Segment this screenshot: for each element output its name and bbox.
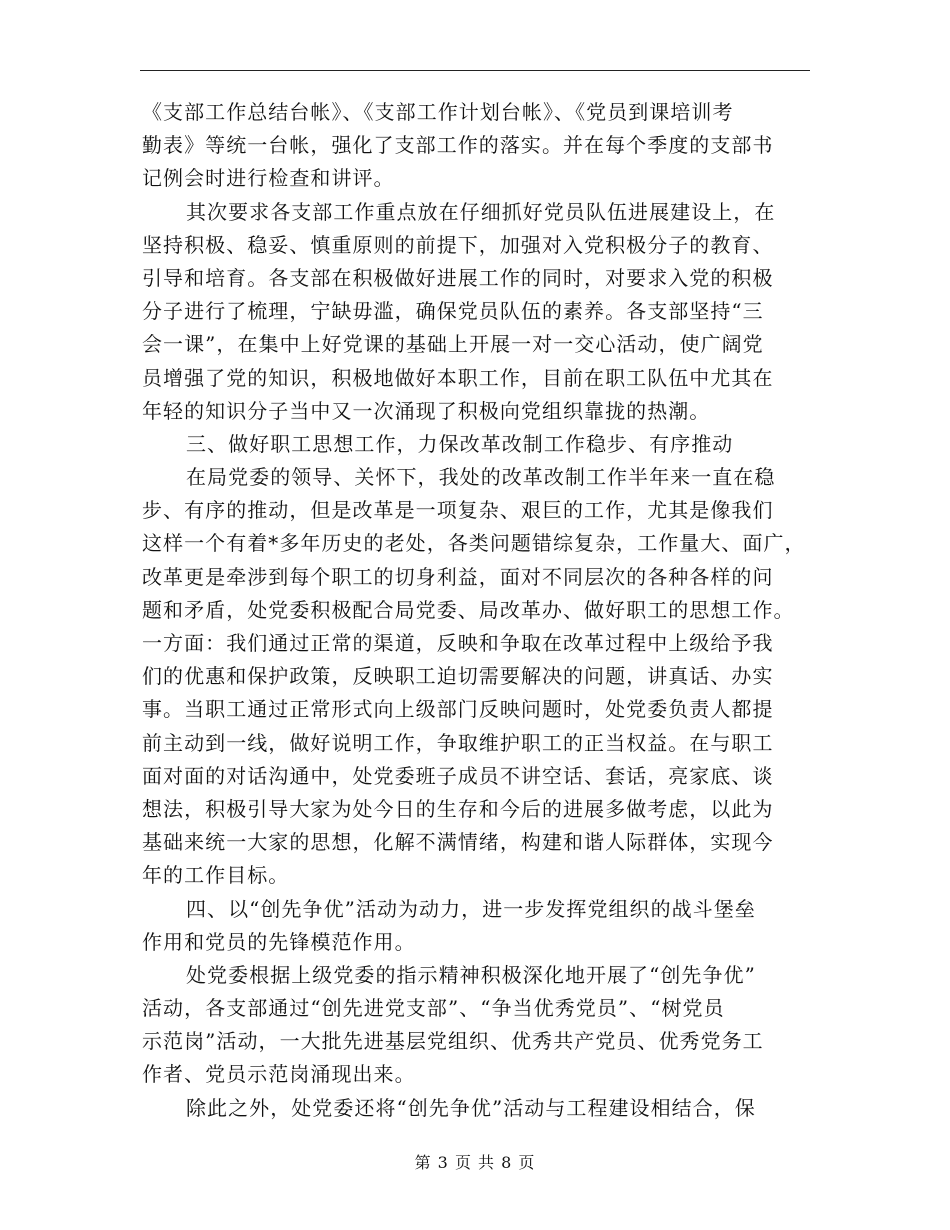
- body-line-29: 示范岗”活动，一大批先进基层党组织、优秀共产党员、优秀党务工: [142, 1029, 764, 1054]
- body-line-16: 题和矛盾，处党委积极配合局党委、局改革办、做好职工的思想工作。: [142, 597, 795, 622]
- body-line-19: 事。当职工通过正常形式向上级部门反映问题时，处党委负责人都提: [142, 697, 774, 722]
- body-line-27: 处党委根据上级党委的指示精神积极深化地开展了“创先争优”: [186, 962, 756, 987]
- page-number-footer: 第 3 页 共 8 页: [414, 1153, 536, 1172]
- header-rule: [140, 70, 810, 71]
- body-line-7: 分子进行了梳理，宁缺毋滥，确保党员队伍的素养。各支部坚持“三: [142, 299, 764, 324]
- body-line-8: 会一课”，在集中上好党课的基础上开展一对一交心活动，使广阔党: [142, 332, 764, 357]
- body-line-23: 基础来统一大家的思想，化解不满情绪，构建和谐人际群体，实现今: [142, 830, 774, 855]
- body-line-1: 《支部工作总结台帐》、《支部工作计划台帐》、《党员到课培训考: [142, 100, 734, 124]
- body-line-4: 其次要求各支部工作重点放在仔细抓好党员队伍进展建设上，在: [186, 199, 776, 224]
- body-line-17: 一方面：我们通过正常的渠道，反映和争取在改革过程中上级给予我: [142, 631, 774, 655]
- body-line-14: 这样一个有着*多年历史的老处，各类问题错综复杂，工作量大、面广，: [142, 531, 806, 556]
- body-line-18: 们的优惠和保护政策，反映职工迫切需要解决的问题，讲真话、办实: [142, 664, 774, 689]
- document-body: [142, 96, 806, 1125]
- section-heading-3: 三、做好职工思想工作，力保改革改制工作稳步、有序推动: [186, 431, 734, 456]
- body-line-9: 员增强了党的知识，积极地做好本职工作，目前在职工队伍中尤其在: [142, 365, 774, 390]
- body-line-3: 记例会时进行检查和讲评。: [142, 166, 395, 191]
- body-line-6: 引导和培育。各支部在积极做好进展工作的同时，对要求入党的积极: [142, 265, 774, 290]
- section-heading-4: 四、以“创先争优”活动为动力，进一步发挥党组织的战斗堡垒: [186, 896, 756, 921]
- body-line-5: 坚持积极、稳妥、慎重原则的前提下，加强对入党积极分子的教育、: [142, 232, 774, 257]
- body-line-28: 活动，各支部通过“创先进党支部”、“争当优秀党员”、“树党员: [142, 996, 725, 1021]
- body-line-21: 面对面的对话沟通中，处党委班子成员不讲空话、套话，亮家底、谈: [142, 763, 774, 788]
- body-line-26: 作用和党员的先锋模范作用。: [142, 929, 416, 954]
- body-line-12: 在局党委的领导、关怀下，我处的改革改制工作半年来一直在稳: [186, 465, 776, 490]
- body-line-30: 作者、党员示范岗涌现出来。: [142, 1062, 416, 1087]
- body-line-10: 年轻的知识分子当中又一次涌现了积极向党组织靠拢的热潮。: [142, 398, 711, 423]
- body-line-31: 除此之外，处党委还将“创先争优”活动与工程建设相结合，保: [186, 1095, 756, 1120]
- body-line-24: 年的工作目标。: [142, 863, 290, 888]
- body-line-20: 前主动到一线，做好说明工作，争取维护职工的正当权益。在与职工: [142, 730, 774, 755]
- body-line-2: 勤表》等统一台帐，强化了支部工作的落实。并在每个季度的支部书: [142, 133, 774, 158]
- body-line-13: 步、有序的推动，但是改革是一项复杂、艰巨的工作，尤其是像我们: [142, 498, 774, 523]
- body-line-15: 改革更是牵涉到每个职工的切身利益，面对不同层次的各种各样的问: [142, 564, 774, 589]
- body-line-22: 想法，积极引导大家为处今日的生存和今后的进展多做考虑，以此为: [142, 796, 774, 821]
